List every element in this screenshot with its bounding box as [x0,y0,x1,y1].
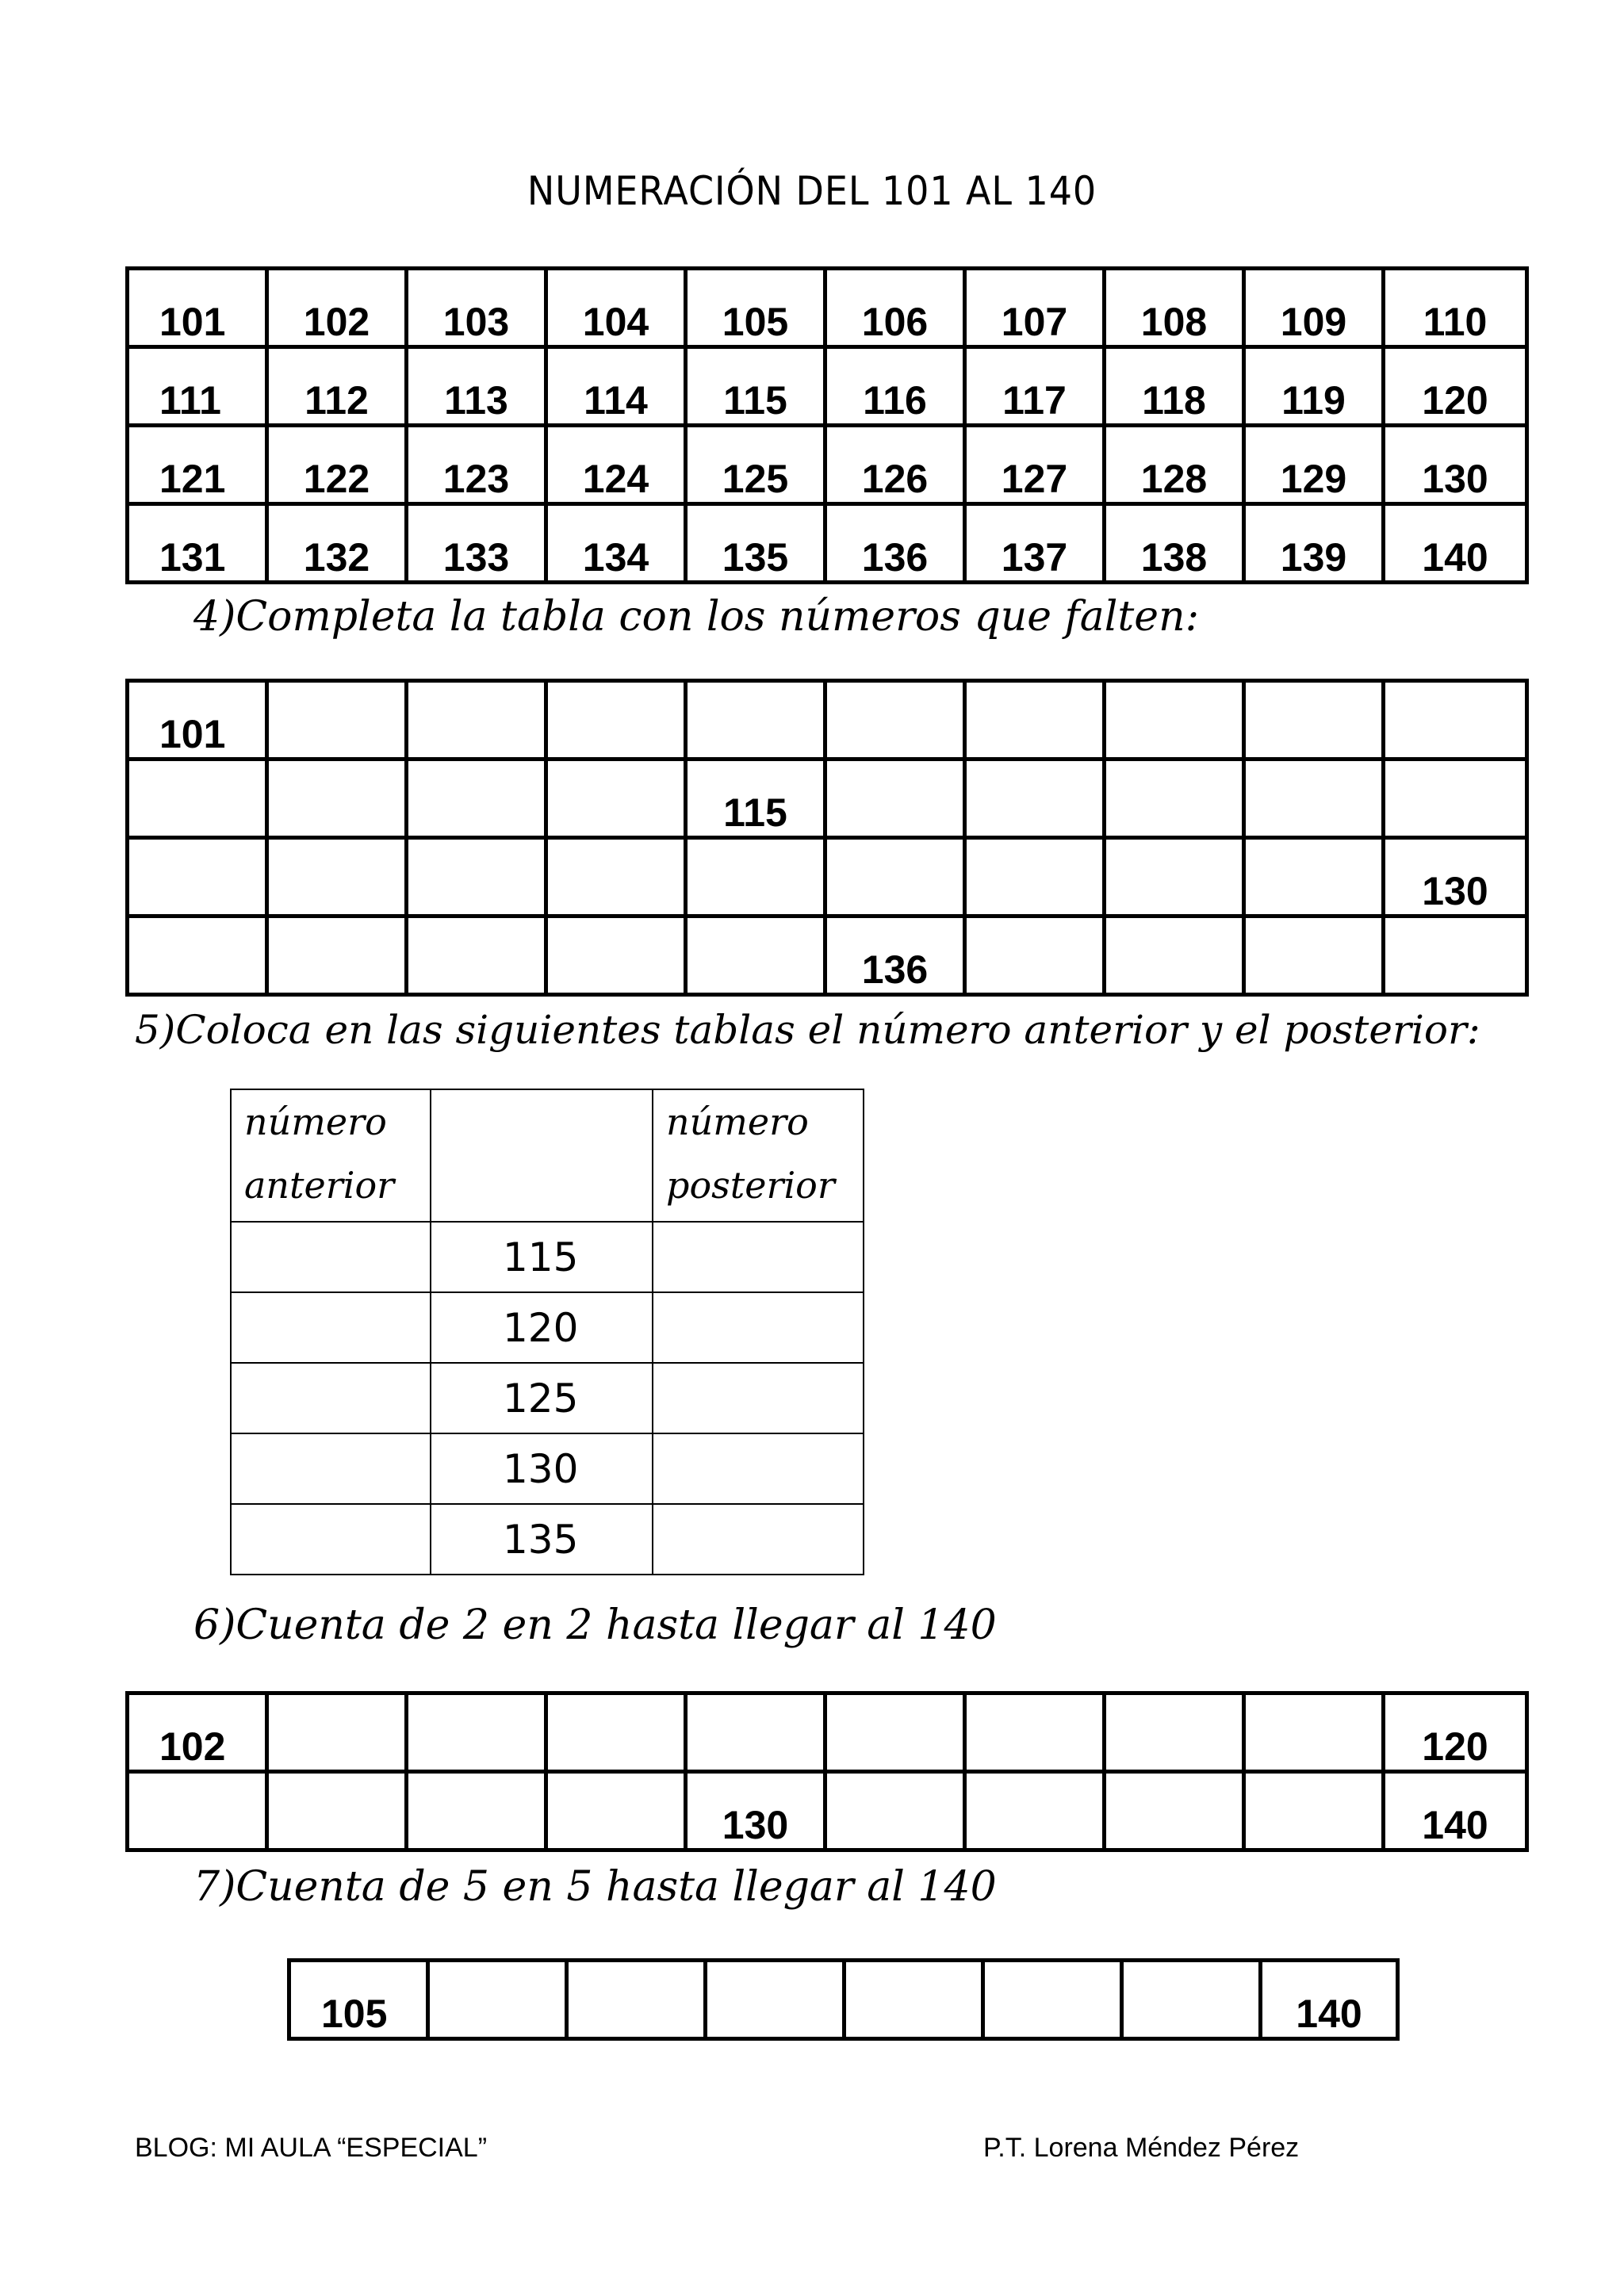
number-cell: 113 [407,347,546,426]
answer-cell[interactable] [546,916,686,995]
answer-cell[interactable] [1105,1693,1244,1772]
answer-cell[interactable] [546,681,686,760]
after-header: número posterior [653,1089,864,1222]
exercise-4-table [125,679,1529,997]
exercise-7-table [287,1958,1400,2041]
answer-cell[interactable] [546,1693,686,1772]
exercise-7-heading: 7)Cuenta de 5 en 5 hasta llegar al 140 [193,1863,997,1911]
page-title: NUMERACIÓN DEL 101 AL 140 [527,168,1097,214]
answer-cell-after[interactable] [653,1504,864,1575]
answer-cell[interactable] [128,760,267,838]
answer-cell[interactable] [407,1693,546,1772]
exercise-6-table [125,1691,1529,1852]
answer-cell[interactable] [965,1772,1105,1850]
number-cell: 105 [686,269,825,347]
number-cell: 112 [267,347,407,426]
number-cell: 105 [289,1961,428,2039]
number-cell: 107 [965,269,1105,347]
answer-cell[interactable] [1384,681,1527,760]
answer-cell[interactable] [407,916,546,995]
answer-cell[interactable] [407,1772,546,1850]
number-cell: 116 [825,347,965,426]
number-cell: 103 [407,269,546,347]
answer-cell[interactable] [686,1693,825,1772]
answer-cell[interactable] [706,1961,845,2039]
given-number: 115 [431,1222,653,1292]
number-cell: 130 [1384,838,1527,916]
answer-cell[interactable] [1105,760,1244,838]
number-cell: 137 [965,504,1105,583]
number-cell: 120 [1384,347,1527,426]
answer-cell[interactable] [546,1772,686,1850]
number-cell: 111 [128,347,267,426]
number-cell: 136 [825,916,965,995]
answer-cell[interactable] [1244,1693,1384,1772]
answer-cell[interactable] [965,681,1105,760]
answer-cell-before[interactable] [231,1292,431,1363]
number-cell: 132 [267,504,407,583]
exercise-6-heading: 6)Cuenta de 2 en 2 hasta llegar al 140 [193,1601,997,1649]
number-cell: 104 [546,269,686,347]
answer-cell-before[interactable] [231,1504,431,1575]
answer-cell[interactable] [1105,916,1244,995]
given-number: 125 [431,1363,653,1433]
answer-cell[interactable] [1105,838,1244,916]
number-cell: 124 [546,426,686,504]
before-after-table [230,1089,864,1575]
table-row [128,838,1527,916]
number-cell: 138 [1105,504,1244,583]
number-cell: 134 [546,504,686,583]
answer-cell[interactable] [825,1772,965,1850]
before-header: número anterior [231,1089,431,1222]
number-cell: 140 [1261,1961,1398,2039]
answer-cell[interactable] [407,681,546,760]
answer-cell[interactable] [965,838,1105,916]
number-cell: 140 [1384,1772,1527,1850]
number-cell: 110 [1384,269,1527,347]
table-row [128,269,1527,347]
answer-cell-before[interactable] [231,1222,431,1292]
number-cell: 106 [825,269,965,347]
answer-cell[interactable] [1244,681,1384,760]
answer-cell[interactable] [1384,760,1527,838]
number-cell: 102 [128,1693,267,1772]
number-cell: 131 [128,504,267,583]
number-cell: 135 [686,504,825,583]
answer-cell[interactable] [128,1772,267,1850]
given-number: 130 [431,1433,653,1504]
table-row [128,681,1527,760]
exercise-5-heading: 5)Coloca en las siguientes tablas el número anterior y el posterior: [135,1007,1480,1053]
table-row [128,916,1527,995]
answer-cell[interactable] [825,760,965,838]
answer-cell[interactable] [1244,838,1384,916]
answer-cell[interactable] [1384,916,1527,995]
answer-cell[interactable] [267,1693,407,1772]
number-cell: 140 [1384,504,1527,583]
number-cell: 115 [686,347,825,426]
answer-cell-before[interactable] [231,1433,431,1504]
table-row [231,1363,864,1433]
number-cell: 133 [407,504,546,583]
table-row [231,1222,864,1292]
given-number: 135 [431,1504,653,1575]
table-row [128,1772,1527,1850]
number-cell: 129 [1244,426,1384,504]
answer-cell[interactable] [1244,1772,1384,1850]
answer-cell[interactable] [1244,916,1384,995]
answer-cell[interactable] [686,916,825,995]
number-cell: 117 [965,347,1105,426]
number-cell: 136 [825,504,965,583]
answer-cell[interactable] [128,916,267,995]
answer-cell[interactable] [686,681,825,760]
answer-cell[interactable] [267,838,407,916]
number-cell: 127 [965,426,1105,504]
answer-cell[interactable] [128,838,267,916]
number-cell: 101 [128,681,267,760]
answer-cell[interactable] [567,1961,706,2039]
answer-cell[interactable] [825,1693,965,1772]
number-cell: 115 [686,760,825,838]
number-cell: 109 [1244,269,1384,347]
blank-header [431,1089,653,1222]
answer-cell-after[interactable] [653,1292,864,1363]
answer-cell[interactable] [965,760,1105,838]
before-after-header-row [231,1089,864,1222]
number-cell: 114 [546,347,686,426]
number-table [125,266,1529,584]
answer-cell[interactable] [546,838,686,916]
answer-cell[interactable] [845,1961,983,2039]
footer-author: P.T. Lorena Méndez Pérez [983,2133,1300,2163]
table-row [128,347,1527,426]
answer-cell[interactable] [825,838,965,916]
answer-cell[interactable] [983,1961,1122,2039]
number-cell: 122 [267,426,407,504]
number-cell: 123 [407,426,546,504]
number-cell: 126 [825,426,965,504]
answer-cell[interactable] [825,681,965,760]
number-cell: 119 [1244,347,1384,426]
answer-cell[interactable] [686,838,825,916]
number-cell: 121 [128,426,267,504]
answer-cell[interactable] [407,838,546,916]
given-number: 120 [431,1292,653,1363]
answer-cell[interactable] [407,760,546,838]
number-cell: 120 [1384,1693,1527,1772]
answer-cell-after[interactable] [653,1363,864,1433]
number-cell: 101 [128,269,267,347]
table-row [231,1292,864,1363]
number-cell: 139 [1244,504,1384,583]
table-row [128,1693,1527,1772]
exercise-4-heading: 4)Completa la tabla con los números que falten: [193,593,1200,641]
footer-blog: BLOG: MI AULA “ESPECIAL” [135,2133,488,2163]
answer-cell[interactable] [428,1961,567,2039]
number-cell: 118 [1105,347,1244,426]
answer-cell[interactable] [1105,1772,1244,1850]
answer-cell[interactable] [267,1772,407,1850]
answer-cell[interactable] [1105,681,1244,760]
answer-cell-after[interactable] [653,1433,864,1504]
answer-cell[interactable] [267,760,407,838]
table-row [231,1504,864,1575]
number-cell: 125 [686,426,825,504]
number-cell: 130 [686,1772,825,1850]
table-row [289,1961,1398,2039]
answer-cell[interactable] [1122,1961,1261,2039]
table-row [128,426,1527,504]
answer-cell-before[interactable] [231,1363,431,1433]
answer-cell[interactable] [546,760,686,838]
answer-cell[interactable] [965,916,1105,995]
answer-cell[interactable] [965,1693,1105,1772]
table-row [128,760,1527,838]
answer-cell[interactable] [1244,760,1384,838]
table-row [128,504,1527,583]
answer-cell[interactable] [267,916,407,995]
number-cell: 102 [267,269,407,347]
number-cell: 128 [1105,426,1244,504]
answer-cell-after[interactable] [653,1222,864,1292]
number-cell: 130 [1384,426,1527,504]
answer-cell[interactable] [267,681,407,760]
table-row [231,1433,864,1504]
number-cell: 108 [1105,269,1244,347]
